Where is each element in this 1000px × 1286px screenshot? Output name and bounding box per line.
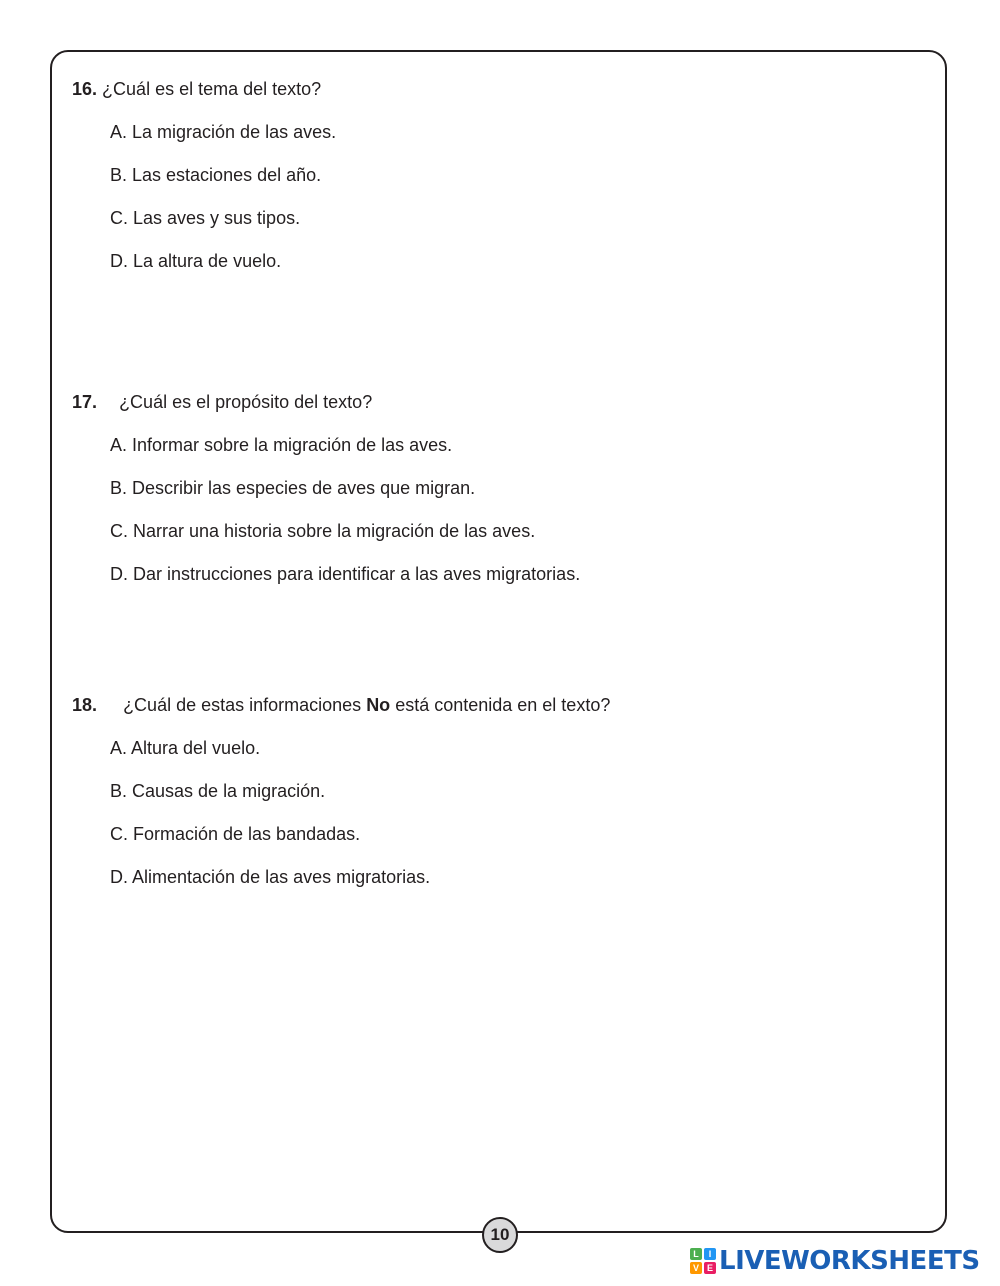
question-number: 16. <box>72 79 98 99</box>
question-17 <box>72 390 372 414</box>
question-16 <box>72 77 321 101</box>
logo-cell: I <box>704 1248 716 1260</box>
option-18-a: A. Altura del vuelo. <box>110 738 261 758</box>
option-16-c: C. Las aves y sus tipos. <box>110 208 301 228</box>
question-number: 17. <box>72 392 98 412</box>
question-text-before: ¿Cuál de estas informaciones <box>123 695 367 715</box>
option-17-c: C. Narrar una historia sobre la migración de las aves. <box>110 521 536 541</box>
liveworksheets-logo-icon <box>690 1248 716 1274</box>
question-18 <box>72 693 610 717</box>
option-16-d: D. La altura de vuelo. <box>110 251 282 271</box>
option-16-a: A. La migración de las aves. <box>110 122 337 142</box>
option-17-b: B. Describir las especies de aves que migran. <box>110 478 476 498</box>
question-text-after: está contenida en el texto? <box>390 695 611 715</box>
logo-cell: E <box>704 1262 716 1274</box>
logo-cell: V <box>690 1262 702 1274</box>
question-number: 18. <box>72 695 98 715</box>
question-text: ¿Cuál es el propósito del texto? <box>119 392 373 412</box>
option-16-b: B. Las estaciones del año. <box>110 165 322 185</box>
option-17-d: D. Dar instrucciones para identificar a las aves migratorias. <box>110 564 581 584</box>
option-17-a: A. Informar sobre la migración de las aves. <box>110 435 453 455</box>
liveworksheets-brand[interactable] <box>690 1246 980 1276</box>
question-text-emphasis: No <box>366 695 391 715</box>
page-number: 10 <box>482 1217 518 1253</box>
option-18-c: C. Formación de las bandadas. <box>110 824 361 844</box>
option-18-b: B. Causas de la migración. <box>110 781 326 801</box>
option-18-d: D. Alimentación de las aves migratorias. <box>110 867 431 887</box>
brand-name: LIVEWORKSHEETS <box>719 1246 980 1276</box>
logo-cell: L <box>690 1248 702 1260</box>
question-text: ¿Cuál es el tema del texto? <box>102 79 322 99</box>
